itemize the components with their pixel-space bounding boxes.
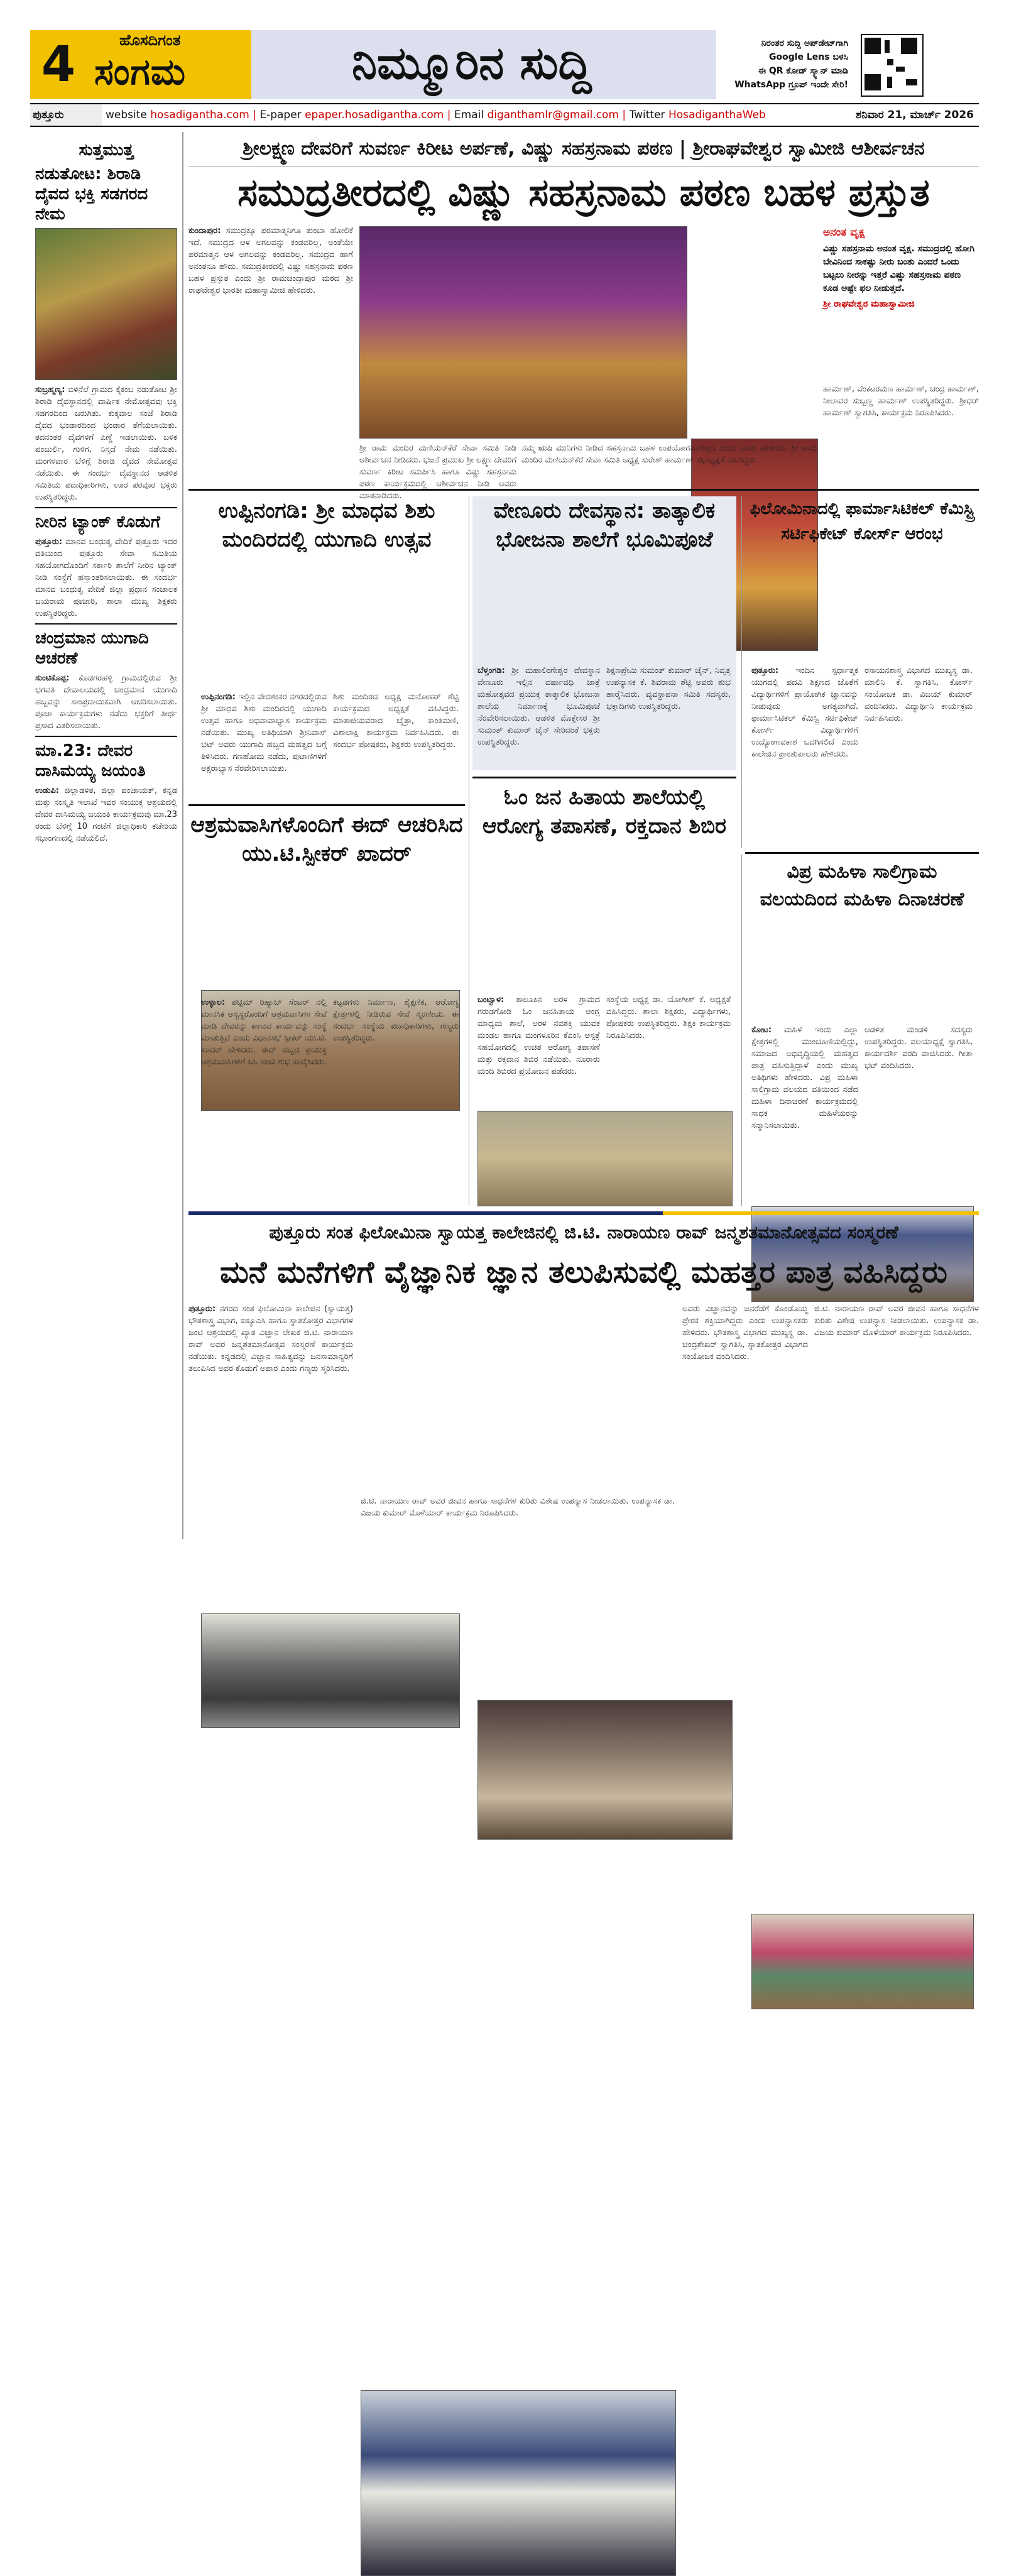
- byline: ಪುತ್ತೂರು:: [751, 666, 779, 675]
- byline: ಪುತ್ತೂರು:: [188, 1304, 216, 1314]
- qr-text-line: WhatsApp ಗ್ರೂಪ್ ಇಂದೇ ಸೇರಿ!: [734, 80, 848, 90]
- headline: ಚಂದ್ರಮಾನ ಯುಗಾದಿ ಆಚರಣೆ: [35, 629, 149, 668]
- bottom-section-bar: [188, 1211, 979, 1215]
- column-rule: [741, 496, 742, 848]
- qr-promo-text: [716, 36, 848, 92]
- qr-text-line: Google Lens ಬಳಸಿ: [768, 52, 848, 62]
- article-body: [333, 996, 459, 1198]
- article-body: [35, 785, 177, 844]
- event-photo: [201, 1613, 460, 1728]
- article-body: [521, 442, 817, 480]
- byline: ಕೋಟ:: [751, 1025, 772, 1035]
- link-label: website: [106, 109, 147, 121]
- article-text: ಪಟ್ಟಿಮ್ ರಿಹ್ಯಾಬ್ ಸೆಂಟರ್ ನಲ್ಲಿ ಮಾನಸಿಕ ಅಸ್ವಸ್ಥರೊಂದಿಗೆ ಆಶ್ರಮವಾಸಿಗಳ ಸೇವೆ ಮಾಡಿ ದೇವರನ್ನು ಕಾಣುವ ಕಾರ್ಯವನ್ನು ಸಂಸ್ಥೆ ಮಾಡುತ್ತಿದೆ ಎಂದು ವಿಧಾನಸಭೆ ಸ್ಪೀಕರ್ ಯು.ಟಿ. ಖಾದರ್ ಹೇಳಿದರು. ಈದ್ ಹಬ್ಬದ ಪ್ರಯುಕ್ತ ಆಶ್ರಮವಾಸಿಗಳಿಗೆ ಸಿಹಿ ಹಂಚಿ ಶುಭ ಹಾರೈಸಿದರು.: [201, 998, 327, 1067]
- article-text: ಜಿ.ಟಿ. ನಾರಾಯಣ ರಾವ್ ಅವರ ಜೀವನ ಹಾಗೂ ಸಾಧನೆಗಳ ಕುರಿತು ವಿಶೇಷ ಉಪನ್ಯಾಸ ನೀಡಲಾಯಿತು. ಉಪನ್ಯಾಸಕ ಡಾ. ವಿಜಯ ಕುಮಾರ್ ಮೊಳೆಯಾರ್ ಕಾರ್ಯಕ್ರಮ ನಿರೂಪಿಸಿದರು.: [814, 1304, 979, 1338]
- divider: [35, 623, 177, 625]
- quote-box: [823, 226, 979, 377]
- bottom-story-headline: ಮನೆ ಮನೆಗಳಿಗೆ ವೈಜ್ಞಾನಿಕ ಜ್ಞಾನ ತಲುಪಿಸುವಲ್ಲಿ ಮಹತ್ತರ ಪಾತ್ರ ವಹಿಸಿದ್ದರು: [220, 1255, 947, 1290]
- article-text: ಇಲ್ಲಿನ ವೇದಶಂಕರ ನಗರದಲ್ಲಿರುವ ಶ್ರೀ ಮಾಧವ ಶಿಶು ಮಂದಿರದಲ್ಲಿ ಯುಗಾದಿ ಉತ್ಸವ ಹಾಗೂ ಅಭಿವಾವಾಭ್ಯಾಸ ಕಾರ್ಯಕ್ರಮ ನಡೆಯಿತು. ಮುಖ್ಯ ಅತಿಥಿಯಾಗಿ ಶ್ರೀನಿವಾಸ್ ಭಟ್ ಅವರು ಯುಗಾದಿ ಹಬ್ಬದ ಮಹತ್ವದ ಬಗ್ಗೆ ತಿಳಿಸಿದರು. ಗಣಹೋಮ ನಡೆದು, ಪುಟಾಣಿಗಳಿಗೆ ಅಕ್ಷರಾಭ್ಯಾಸ ನೆರವೇರಿಸಲಾಯಿತು.: [201, 692, 327, 773]
- article-text: ಕಟ್ಟಡಗಳು ನಿರ್ಮಾಣ, ಶೈಕ್ಷಣಿಕ, ಆರೋಗ್ಯ ಕ್ಷೇತ್ರಗಳಲ್ಲಿ ನೀಡಿರುವ ಸೇವೆ ಸ್ಮರಣೀಯ. ಈ ಸಂದರ್ಭ ಸಂಸ್ಥೆಯ ಪದಾಧಿಕಾರಿಗಳು, ಗಣ್ಯರು ಉಪಸ್ಥಿತರಿದ್ದರು.: [333, 998, 459, 1043]
- article-text: ನಗರದ ಸಂತ ಫಿಲೋಮಿನಾ ಕಾಲೇಜಿನ (ಸ್ವಾಯತ್ತ) ಭೌತಶಾಸ್ತ್ರ ವಿಭಾಗ, ಐಕ್ಯೂಎಸಿ ಹಾಗೂ ಸ್ನಾತಕೋತ್ತರ ವಿಭಾಗಗಳ ಜಂಟಿ ಆಶ್ರಯದಲ್ಲಿ ಖ್ಯಾತ ವಿಜ್ಞಾನ ಲೇಖಕ ಜಿ.ಟಿ. ನಾರಾಯಣ ರಾವ್ ಅವರ ಜನ್ಮಶತಮಾನೋತ್ಸವ ಸಂಸ್ಮರಣೆ ಕಾರ್ಯಕ್ರಮ ನಡೆಯಿತು. ಕನ್ನಡದಲ್ಲಿ ವಿಜ್ಞಾನ ಸಾಹಿತ್ಯವನ್ನು ಜನಸಾಮಾನ್ಯರಿಗೆ ತಲುಪಿಸಿದ ಅವರ ಕೊಡುಗೆ ಅಪಾರ ಎಂದು ಗಣ್ಯರು ಸ್ಮರಿಸಿದರು.: [188, 1304, 353, 1373]
- qr-text-line: ಈ QR ಕೋಡ್ ಸ್ಕ್ಯಾನ್ ಮಾಡಿ: [758, 66, 848, 76]
- edition-label: ಪುತ್ತೂರು: [30, 104, 102, 126]
- page-number: 4: [30, 30, 87, 99]
- headline: ಆಶ್ರಮವಾಸಿಗಳೊಂದಿಗೆ ಈದ್ ಆಚರಿಸಿದ ಯು.ಟಿ.ಸ್ಪೀಕರ್ ಖಾದರ್: [190, 812, 463, 866]
- top-story-kicker: ಶ್ರೀಲಕ್ಷ್ಮಣ ದೇವರಿಗೆ ಸುವರ್ಣ ಕಿರೀಟ ಅರ್ಪಣೆ, ವಿಷ್ಣು ಸಹಸ್ರನಾಮ ಪಠಣ | ಶ್ರೀರಾಘವೇಶ್ವರ ಸ್ವಾಮೀಜಿ ಆಶೀರ್ವಚನ: [188, 132, 979, 166]
- article-body: [814, 1303, 979, 1529]
- article-text: ಸಂಸ್ಥೆಯ ಅಧ್ಯಕ್ಷ ಡಾ. ಯೋಗೀಶ್ ಕೆ. ಅಧ್ಯಕ್ಷತೆ ವಹಿಸಿದ್ದರು. ಶಾಲಾ ಶಿಕ್ಷಕರು, ವಿದ್ಯಾರ್ಥಿಗಳು, ಪೋಷಕರು ಉಪಸ್ಥಿತರಿದ್ದರು. ಶಿಕ್ಷಕಿ ಕಾರ್ಯಕ್ರಮ ನಿರೂಪಿಸಿದರು.: [606, 995, 731, 1040]
- article-body: [35, 536, 177, 619]
- byline: ಉಡುಪಿ:: [35, 786, 59, 795]
- article-body: [333, 691, 459, 798]
- article-body: [361, 1495, 675, 1531]
- website-link[interactable]: hosadigantha.com: [150, 109, 249, 121]
- article-text: ಅವರು ವಿಜ್ಞಾನವನ್ನು ಜನರೆಡೆಗೆ ಕೊಂಡೊಯ್ದ ಪ್ರೇರಕ ಶಕ್ತಿಯಾಗಿದ್ದರು ಎಂದು ಉಪನ್ಯಾಸಕರು ಹೇಳಿದರು. ಭೌತಶಾಸ್ತ್ರ ವಿಭಾಗದ ಮುಖ್ಯಸ್ಥ ಡಾ. ಚಂದ್ರಶೇಖರ್ ಸ್ವಾಗತಿಸಿ, ಸ್ನಾತಕೋತ್ತರ ವಿಭಾಗದ ಸಂಯೋಜಕ ವಂದಿಸಿದರು.: [682, 1304, 808, 1362]
- article-body: [188, 1303, 353, 1529]
- link-label: Email: [454, 109, 484, 121]
- article-body: [751, 1024, 858, 1200]
- article-body: [359, 442, 516, 501]
- headline: ನಡುತೋಟ: ಶಿರಾಡಿ ದೈವದ ಭಕ್ತಿ ಸಡಗರದ ನೇಮ: [35, 165, 148, 224]
- article-text: ಶ್ರೀ ಮಹಾಲಿಂಗೇಶ್ವರ ದೇವಸ್ಥಾನ ವೇಣೂರು ಇಲ್ಲಿನ ವರ್ಷಾವಧಿ ಜಾತ್ರೆ ಮಹೋತ್ಸವದ ಪ್ರಯುಕ್ತ ತಾತ್ಕಾಲಿಕ ಭೋಜನಾ ಶಾಲೆಯ ನಿರ್ಮಾಣಕ್ಕೆ ಭೂಮಿಪೂಜೆ ನೆರವೇರಿಸಲಾಯಿತು. ಆಡಳಿತ ಮೊಕ್ತೇಸರ ಶ್ರೀ ಸುಮಂತ್ ಕುಮಾರ್ ಜೈನ್ ಸೇರಿದಂತೆ ಭಕ್ತರು ಉಪಸ್ಥಿತರಿದ್ದರು.: [477, 666, 601, 747]
- article-body: [606, 994, 731, 1201]
- section-divider: [188, 489, 979, 491]
- issue-date: ಶನಿವಾರ 21, ಮಾರ್ಚ್ 2026: [856, 109, 974, 121]
- qr-text-line: ನಿರಂತರ ಸುದ್ದಿ ಅಪ್‌ಡೇಟ್‌ಗಾಗಿ: [761, 38, 848, 48]
- column-kicker: ಸುತ್ತಮುತ್ತ: [79, 141, 134, 160]
- twitter-link[interactable]: HosadiganthaWeb: [668, 109, 766, 121]
- quote-text: ವಿಷ್ಣು ಸಹಸ್ರನಾಮ ಅನಂತ ವೃಕ್ಷ. ಸಮುದ್ರದಲ್ಲಿ ಹೋಗಿ ಬೇವಿನಿಂದ ಸಾಕಷ್ಟು ನೀರು ಬಂತು ಎಂದರೆ ಒಂದು ಬಟ್ಟಲು ನೀರನ್ನು ಇತ್ತರೆ ವಿಷ್ಣು ಸಹಸ್ರನಾಮ ಪಠಣ ಕೂಡ ಅಷ್ಟೇ ಫಲ ನೀಡುತ್ತದೆ.: [823, 244, 974, 293]
- article-body: [823, 383, 979, 478]
- brand-top-label: ಹೊಸದಿಗಂತ: [119, 31, 181, 49]
- headline: ಓಂ ಜನ ಹಿತಾಯ ಶಾಲೆಯಲ್ಲಿ ಆರೋಗ್ಯ ತಪಾಸಣೆ, ರಕ್ತದಾನ ಶಿಬಿರ: [483, 785, 726, 839]
- article-text: ಜಿ.ಟಿ. ನಾರಾಯಣ ರಾವ್ ಅವರ ಜೀವನ ಹಾಗೂ ಸಾಧನೆಗಳ ಕುರಿತು ವಿಶೇಷ ಉಪನ್ಯಾಸ ನೀಡಲಾಯಿತು. ಉಪನ್ಯಾಸಕ ಡಾ. ವಿಜಯ ಕುಮಾರ್ ಮೊಳೆಯಾರ್ ಕಾರ್ಯಕ್ರಮ ನಿರೂಪಿಸಿದರು.: [361, 1497, 675, 1518]
- article-text: ತಾಲೂಕಿನ ಅರಳ ಗ್ರಾಮದ ಗರುಡಗೋಡಿ ಓಂ ಜನಹಿತಾಯ ಆಂಗ್ಲ ಮಾಧ್ಯಮ ಶಾಲೆ, ಅರಳ ನವಶಕ್ತಿ ಯುವಕ ಮಂಡಲ ಹಾಗೂ ಮಂಗಳೂರಿನ ಕೆಎಂಸಿ ಆಸ್ಪತ್ರೆ ಸಹಯೋಗದಲ್ಲಿ ಉಚಿತ ಆರೋಗ್ಯ ತಪಾಸಣೆ ಮತ್ತು ರಕ್ತದಾನ ಶಿಬಿರ ನಡೆಯಿತು. ನೂರಾರು ಮಂದಿ ಶಿಬಿರದ ಪ್ರಯೋಜನ ಪಡೆದರು.: [477, 995, 600, 1076]
- bottom-story-kicker: ಪುತ್ತೂರು ಸಂತ ಫಿಲೋಮಿನಾ ಸ್ವಾಯತ್ತ ಕಾಲೇಜಿನಲ್ಲಿ ಜಿ.ಟಿ. ನಾರಾಯಣ ರಾವ್ ಜನ್ಮಶತಮಾನೋತ್ಸವದ ಸಂಸ್ಮರಣೆ: [269, 1222, 898, 1243]
- article-text: ಶ್ರೀ ರಾಮ ಮಂದಿರ ಮಣಿಯನ್‌ಕೆರೆ ಸೇವಾ ಸಮಿತಿ ನೀಡಿ ಆಶೀರ್ವಚನ ನೀಡಿದರು. ಭಜನೆ ಪ್ರಮುಖ ಶ್ರೀ ಲಕ್ಷ್ಮಣ ದೇವರಿಗೆ ಸುವರ್ಣ ಕಿರೀಟ ಸಮರ್ಪಿಸಿ ಹಾಗೂ ವಿಷ್ಣು ಸಹಸ್ರನಾಮ ಪಠಣ ಕಾರ್ಯಕ್ರಮದಲ್ಲಿ ಆಶೀರ್ವಚನ ನೀಡಿ ಅವರು ಮಾತನಾಡಿದರು.: [359, 444, 516, 501]
- byline: ಕುಂದಾಪುರ:: [188, 226, 221, 236]
- column-rule: [741, 854, 742, 1206]
- article-body: [751, 665, 858, 847]
- byline: ಬಂಟ್ವಾಳ:: [477, 995, 504, 1005]
- article-body: [864, 665, 973, 847]
- article-text: ಜಿಲ್ಲಾಡಳಿತ, ಜಿಲ್ಲಾ ಪಂಚಾಯತ್, ಕನ್ನಡ ಮತ್ತು ಸಂಸ್ಕೃತಿ ಇಲಾಖೆ ಇವರ ಸಂಯುಕ್ತ ಆಶ್ರಯದಲ್ಲಿ ದೇವರ ದಾಸಿಮಯ್ಯ ಜಯಂತಿ ಕಾರ್ಯಕ್ರಮವು ಮಾ.23 ರಂದು ಬೆಳಿಗ್ಗೆ 10 ಗಂಟೆಗೆ ಜಿಲ್ಲಾಧಿಕಾರಿ ಕಚೇರಿಯ ಸಭಾಂಗಣದಲ್ಲಿ ನಡೆಯಲಿದೆ.: [35, 786, 177, 843]
- article-body: [606, 665, 731, 765]
- event-photo: [477, 1700, 733, 1840]
- qr-code-icon[interactable]: [861, 34, 924, 97]
- article-text: ಮಾನವ ಬಂಧುತ್ವ ವೇದಿಕೆ ಪುತ್ತೂರು ಇದರ ವತಿಯಿಂದ ಪುತ್ತೂರು ಸೇವಾ ಸಮಿತಿಯ ಸಹಯೋಗದೊಂದಿಗೆ ಸರ್ಕಾರಿ ಶಾಲೆಗೆ ನೀರಿನ ಟ್ಯಾಂಕ್ ನೀಡಿ ಸಂಸ್ಥೆಗೆ ಹಸ್ತಾಂತರಿಸಲಾಯಿತು. ಈ ಸಂದರ್ಭ ಮಾನವ ಬಂಧುತ್ವ ವೇದಿಕೆ ಜಿಲ್ಲಾ ಪ್ರಧಾನ ಸಂಚಾಲಕ ಜಯರಾಮ ಪೂಜಾರಿ, ಶಾಲಾ ಮುಖ್ಯ ಶಿಕ್ಷಕರು ಉಪಸ್ಥಿತರಿದ್ದರು.: [35, 537, 177, 618]
- article-body: [682, 1303, 808, 1529]
- headline: ಫಿಲೋಮಿನಾದಲ್ಲಿ ಫಾರ್ಮಾಸಿಟಿಕಲ್ ಕೆಮಿಸ್ಟ್ರಿ ಸರ್ಟಿಫಿಕೇಟ್ ಕೋರ್ಸ್ ಆರಂಭ: [750, 499, 974, 543]
- article-text: ಕೊಡಗರಹಳ್ಳಿ ಗ್ರಾಮದಲ್ಲಿರುವ ಶ್ರೀ ಭಗವತಿ ದೇವಾಲಯದಲ್ಲಿ ಚಂದ್ರಮಾನ ಯುಗಾದಿ ಹಬ್ಬವನ್ನು ಸಾಂಪ್ರದಾಯಿಕವಾಗಿ ಆಚರಿಸಲಾಯಿತು. ಪೂಜಾ ಕಾರ್ಯಕ್ರಮಗಳು ನಡೆದು ಭಕ್ತರಿಗೆ ತೀರ್ಥ ಪ್ರಸಾದ ವಿತರಿಸಲಾಯಿತು.: [35, 674, 177, 731]
- article-body: [201, 996, 327, 1198]
- article-body: [35, 672, 177, 732]
- quote-attribution: ಶ್ರೀ ರಾಘವೇಶ್ವರ ಮಹಾಸ್ವಾಮೀಜಿ: [823, 299, 915, 309]
- article-text: ಹಾರ್ಮಣ್, ವೆಂಕಟರಮಣ ಹಾರ್ಮಣ್, ಚಂದ್ರ ಹಾರ್ಮಣ್, ನೀಲಾವರ ಸುಬ್ಬಣ್ಣ ಹಾರ್ಮಣ್ ಉಪಸ್ಥಿತರಿದ್ದರು. ಶ್ರೀಧರ್ ಹಾರ್ಮಣ್ ಸ್ವಾಗತಿಸಿ, ಕಾರ್ಯಕ್ರಮ ನಿರೂಪಿಸಿದರು.: [823, 385, 979, 418]
- article-text: ಬಿಳಿನೆಲೆ ಗ್ರಾಮದ ಕೈಕಂಬ ನಡುತೋಟ ಶ್ರೀ ಶಿರಾಡಿ ದೈವಸ್ಥಾನದಲ್ಲಿ ವಾರ್ಷಿಕ ನೇಮೋತ್ಸವವು ಭಕ್ತಿ ಸಡಗರದಿಂದ ಜರುಗಿತು. ಕುಕ್ಕವಾಲ ಸಂಜೆ ಶಿರಾಡಿ ದೈವದ ಭಂಡಾರದಿಂದ ಭಂಡಾರ ತೆಗೆಯಲಾಯಿತು. ತದನಂತರ ದೈವಗಳಿಗೆ ಎಣ್ಣೆ ಇಡಲಾಯಿತು. ಬಳಿಕ ಪಂಜುರ್ಲಿ, ಗುಳಿಗ, ನಿಸ್ತದೆ ನೇಮ ನಡೆಯಿತು. ಮಂಗಳವಾರ ಬೆಳಿಗ್ಗೆ ಶಿರಾಡಿ ದೈವದ ನೇಮೋತ್ಸವ ನಡೆಯಿತು. ಈ ಸಂದರ್ಭ ದೈವಸ್ಥಾನದ ಆಡಳಿತ ಸಮಿತಿಯ ಪದಾಧಿಕಾರಿಗಳು, ಊರ ಪರವೂರ ಭಕ್ತರು ಉಪಸ್ಥಿತರಿದ್ದರು.: [35, 385, 177, 502]
- link-label: Twitter: [629, 109, 665, 121]
- headline: ಉಪ್ಪಿನಂಗಡಿ: ಶ್ರೀ ಮಾಧವ ಶಿಶು ಮಂದಿರದಲ್ಲಿ ಯುಗಾದಿ ಉತ್ಸವ: [218, 498, 435, 552]
- article-body: [477, 665, 600, 765]
- article-text: ಇಂದಿನ ಸ್ಪರ್ಧಾತ್ಮಕ ಯುಗದಲ್ಲಿ ಪದವಿ ಶಿಕ್ಷಣದ ಜೊತೆಗೆ ವಿದ್ಯಾರ್ಥಿಗಳಿಗೆ ಪ್ರಾಯೋಗಿಕ ಜ್ಞಾನವನ್ನು ನೀಡುವುದು ಅಗತ್ಯವಾಗಿದೆ. ಫಾರ್ಮಾಸಿಟಿಕಲ್ ಕೆಮಿಸ್ಟ್ರಿ ಸರ್ಟಿಫಿಕೇಟ್ ಕೋರ್ಸ್ ವಿದ್ಯಾರ್ಥಿಗಳಿಗೆ ಉದ್ಯೋಗಾವಕಾಶ ಒದಗಿಸಲಿದೆ ಎಂದು ಕಾಲೇಜಿನ ಪ್ರಾಂಶುಪಾಲರು ಹೇಳಿದರು.: [751, 666, 858, 759]
- headline: ಮಾ.23: ದೇವರ ದಾಸಿಮಯ್ಯ ಜಯಂತಿ: [35, 741, 146, 780]
- link-label: E-paper: [259, 109, 302, 121]
- article-body: [188, 225, 353, 464]
- headline: ವಿಪ್ರ ಮಹಿಳಾ ಸಾಲಿಗ್ರಾಮ ವಲಯದಿಂದ ಮಹಿಳಾ ದಿನಾಚರಣೆ: [760, 861, 964, 910]
- article-body: [864, 1024, 973, 1200]
- byline: ಸುಂಟಿಕೊಪ್ಪ:: [35, 674, 70, 683]
- article-text: ನಮ್ಮ ಋಷಿ ಮುನಿಗಳು ನೀಡಿದ ಸಹಸ್ರನಾಮ ಬಹಳ ಉಪಯೋಗವಾಗುತ್ತದೆ ಎಂದು ಅವರು ಹೇಳಿದರು. ಶ್ರೀ ರಾಮ ಮಂದಿರ ಮಣಿಯನ್‌ಕೆರೆ ಸೇವಾ ಸಮಿತಿ ಅಧ್ಯಕ್ಷ ಸುರೇಶ್ ಹಾರ್ಮಣ್ ಸಭಾಧ್ಯಕ್ಷತೆ ವಹಿಸಿದ್ದರು.: [521, 444, 817, 465]
- article-text: ರಸಾಯನಶಾಸ್ತ್ರ ವಿಭಾಗದ ಮುಖ್ಯಸ್ಥ ಡಾ. ಮಾಲಿನಿ ಕೆ. ಸ್ವಾಗತಿಸಿ, ಕೋರ್ಸ್ ಸಂಯೋಜಕ ಡಾ. ವಿಜಯ್ ಕುಮಾರ್ ವಂದಿಸಿದರು. ವಿದ್ಯಾರ್ಥಿನಿ ಕಾರ್ಯಕ್ರಮ ನಿರ್ವಹಿಸಿದರು.: [864, 666, 973, 723]
- article-text: ಶಿಶು ಮಂದಿರದ ಅಧ್ಯಕ್ಷ ಮನೋಹರ್ ಶೆಟ್ಟಿ ಕಾರ್ಯಕ್ರಮದ ಅಧ್ಯಕ್ಷತೆ ವಹಿಸಿದ್ದರು. ಮಾತಾಜಿಯವರಾದ ಚೈತ್ರಾ, ಕಾಂತಿಮಣಿ, ವಿಶಾಲಾಕ್ಷಿ ಕಾರ್ಯಕ್ರಮ ನಿರ್ವಹಿಸಿದರು. ಈ ಸಂದರ್ಭ ಪೋಷಕರು, ಶಿಕ್ಷಕರು ಉಪಸ್ಥಿತರಿದ್ದರು.: [333, 692, 459, 750]
- byline: ಉಳ್ಳಾಲ:: [201, 998, 226, 1007]
- swamiji-ceremony-photo: [359, 226, 687, 439]
- byline: ಪುತ್ತೂರು:: [35, 537, 63, 547]
- byline: ಬೆಳ್ತಂಗಡಿ:: [477, 666, 505, 675]
- masthead-info-bar: [30, 103, 979, 127]
- contact-links: website hosadigantha.com | E-paper epaper.hosadigantha.com | Email diganthamlr@gmail.com | Twitter HosadiganthaWeb: [106, 109, 766, 121]
- byline: ಉಪ್ಪಿನಂಗಡಿ:: [201, 692, 236, 702]
- article-text: ಶಿಕ್ಷಣಪ್ರೇಮಿ ಸುಮಂತ್ ಕುಮಾರ್ ಜೈನ್, ನಿವೃತ್ತ ಉಪನ್ಯಾಸಕ ಕೆ. ಶಿವರಾಮ ಶೆಟ್ಟಿ ಅವರು ಶುಭ ಹಾರೈಸಿದರು. ವ್ಯವಸ್ಥಾಪನಾ ಸಮಿತಿ ಸದಸ್ಯರು, ಭಕ್ತಾದಿಗಳು ಉಪಸ್ಥಿತರಿದ್ದರು.: [606, 666, 731, 711]
- section-divider: [188, 804, 465, 806]
- article-body: [477, 994, 600, 1201]
- divider: [35, 507, 177, 508]
- article-body: [35, 384, 177, 503]
- article-text: ಸಮುದ್ರಕ್ಕೂ ಪರಮಾತ್ಮನಿಗೂ ತುಂಬಾ ಹೋಲಿಕೆ ಇದೆ. ಸಮುದ್ರದ ಆಳ ಅಗಲವನ್ನು ಕಂಡವರಿಲ್ಲ, ಅಂತೆಯೇ ಪರಮಾತ್ಮನ ಆಳ ಅಗಲವನ್ನು ಕಂಡವರಿಲ್ಲ. ಸಮುದ್ರದ ಹಾಗೆ ಅನಂತನೂ ಹೌದು. ಸಮುದ್ರತೀರದಲ್ಲಿ ವಿಷ್ಣು ಸಹಸ್ರನಾಮ ಪಠಣ ಬಹಳ ಪ್ರಸ್ತುತ ಎಂದು ಶ್ರೀ ರಾಮಚಂದ್ರಾಪುರ ಮಠದ ಶ್ರೀ ರಾಘವೇಶ್ವರ ಭಾರತೀ ಮಹಾಸ್ವಾಮೀಜಿ ಹೇಳಿದರು.: [188, 226, 353, 295]
- article-text: ಮಹಿಳೆ ಇಂದು ಎಲ್ಲಾ ಕ್ಷೇತ್ರಗಳಲ್ಲಿ ಮುಂಚೂಣಿಯಲ್ಲಿದ್ದು, ಸಮಾಜದ ಅಭಿವೃದ್ಧಿಯಲ್ಲಿ ಮಹತ್ವದ ಪಾತ್ರ ವಹಿಸುತ್ತಿದ್ದಾಳೆ ಎಂದು ಮುಖ್ಯ ಅತಿಥಿಗಳು ಹೇಳಿದರು. ವಿಪ್ರ ಮಹಿಳಾ ಸಾಲಿಗ್ರಾಮ ವಲಯದ ವತಿಯಿಂದ ನಡೆದ ಮಹಿಳಾ ದಿನಾಚರಣೆ ಕಾರ್ಯಕ್ರಮದಲ್ಲಿ ಸಾಧಕ ಮಹಿಳೆಯರನ್ನು ಸನ್ಮಾನಿಸಲಾಯಿತು.: [751, 1025, 858, 1130]
- headline: ನೀರಿನ ಟ್ಯಾಂಕ್ ಕೊಡುಗೆ: [35, 513, 160, 532]
- quote-title: ಅನಂತ ವೃಕ್ಷ: [823, 226, 865, 239]
- ritual-photo: [35, 228, 177, 380]
- article-body: [201, 691, 327, 798]
- brand-main-label: ಸಂಗಮ: [94, 50, 187, 93]
- epaper-link[interactable]: epaper.hosadigantha.com: [305, 109, 444, 121]
- email-link[interactable]: diganthamlr@gmail.com: [487, 109, 619, 121]
- lamp-lighting-photo: [361, 2390, 676, 2576]
- headline: ವೇಣೂರು ದೇವಸ್ಥಾನ: ತಾತ್ಕಾಲಿಕ ಭೋಜನಾ ಶಾಲೆಗೆ ಭೂಮಿಪೂಜೆ: [493, 498, 716, 552]
- top-story-headline: ಸಮುದ್ರತೀರದಲ್ಲಿ ವಿಷ್ಣು ಸಹಸ್ರನಾಮ ಪಠಣ ಬಹಳ ಪ್ರಸ್ತುತ: [237, 171, 930, 215]
- article-text: ಆಡಳಿತ ಮಂಡಳಿ ಸದಸ್ಯರು ಉಪಸ್ಥಿತರಿದ್ದರು. ವಲಯಾಧ್ಯಕ್ಷೆ ಸ್ವಾಗತಿಸಿ, ಕಾರ್ಯದರ್ಶಿ ವರದಿ ವಾಚಿಸಿದರು. ಗೀತಾ ಭಟ್ ವಂದಿಸಿದರು.: [864, 1025, 973, 1071]
- section-divider: [745, 852, 979, 854]
- byline: ಸುಬ್ರಹ್ಮಣ್ಯ:: [35, 385, 65, 395]
- left-news-column: [30, 132, 183, 1539]
- event-photo: [751, 1914, 974, 2009]
- divider: [35, 736, 177, 737]
- page-title: ನಿಮ್ಮೂರಿನ ಸುದ್ದಿ: [352, 36, 592, 89]
- section-divider: [472, 777, 736, 778]
